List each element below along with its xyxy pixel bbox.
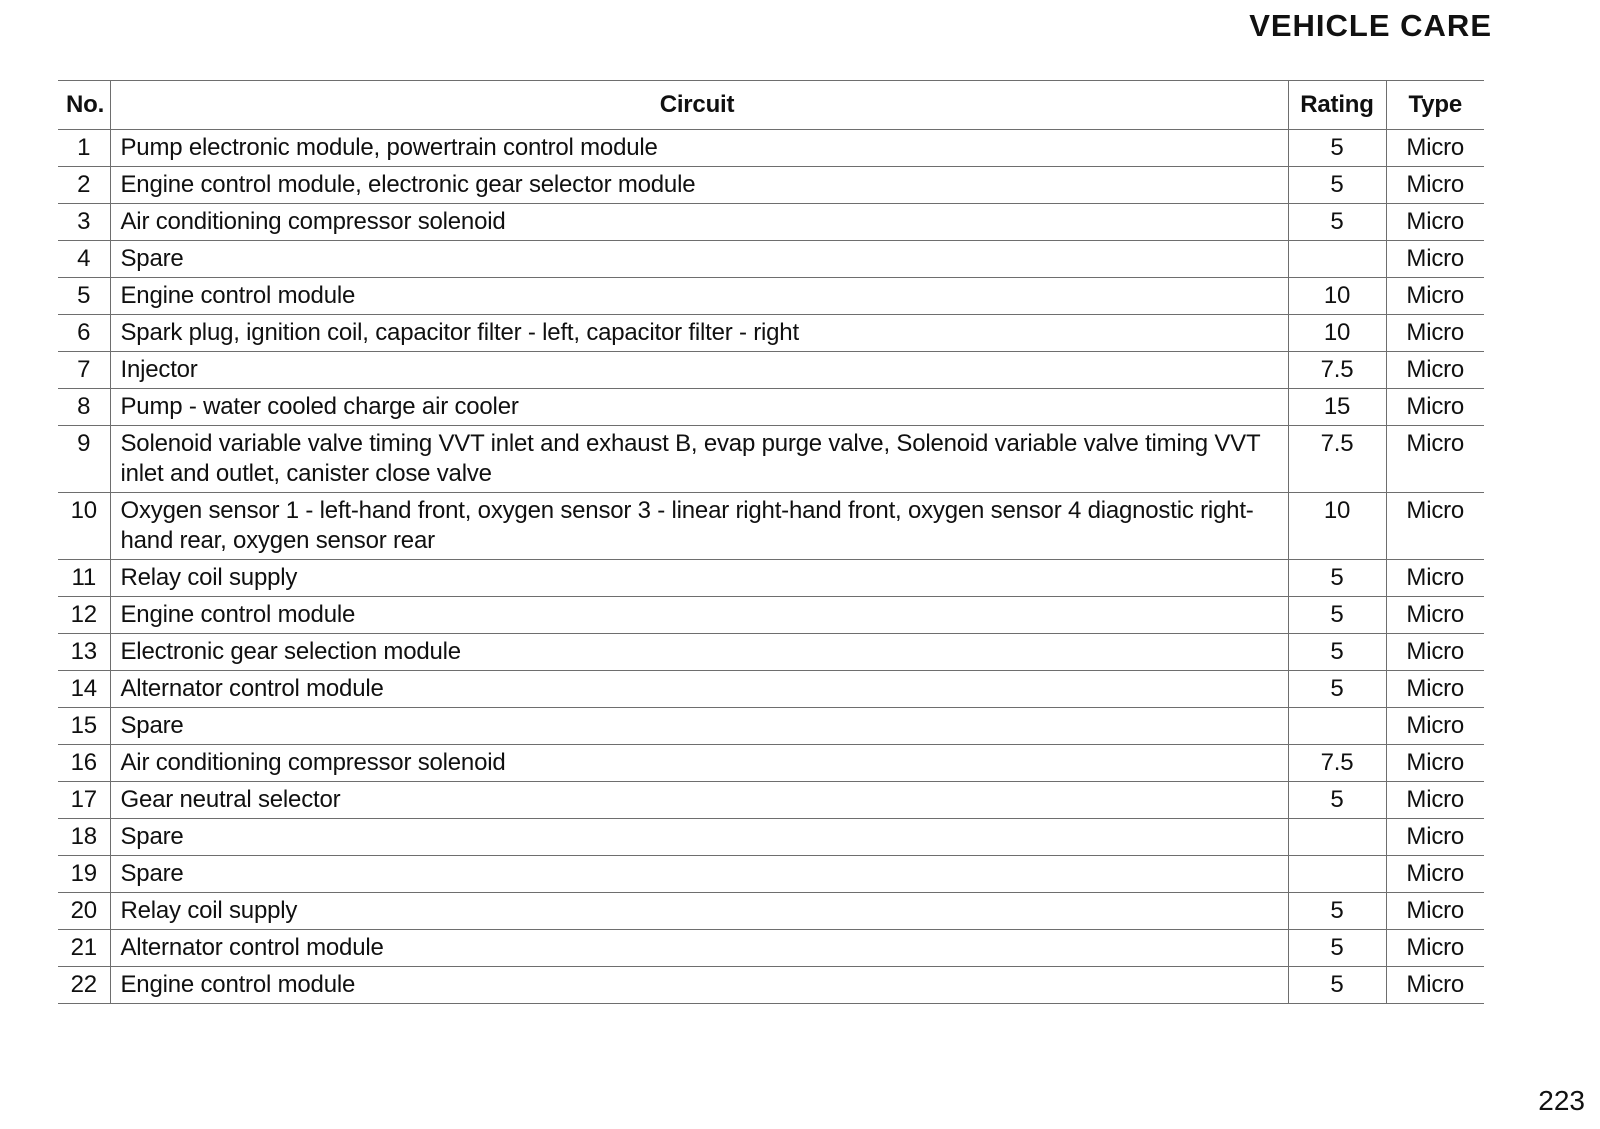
fuse-circuit-cell: Alternator control module bbox=[110, 671, 1288, 708]
fuse-circuit-cell: Relay coil supply bbox=[110, 893, 1288, 930]
fuse-circuit-cell: Air conditioning compressor solenoid bbox=[110, 745, 1288, 782]
fuse-number-cell: 16 bbox=[70, 749, 97, 776]
fuse-circuit-cell: Spare bbox=[110, 241, 1288, 278]
fuse-type-cell: Micro bbox=[1386, 167, 1484, 204]
table-row bbox=[58, 819, 1484, 856]
fuse-rating-cell: 7.5 bbox=[1288, 426, 1386, 493]
table-row bbox=[58, 352, 1484, 389]
fuse-circuit-cell: Engine control module bbox=[110, 597, 1288, 634]
fuse-number-cell: 21 bbox=[70, 934, 97, 961]
fuse-rating-cell: 5 bbox=[1288, 560, 1386, 597]
fuse-number-cell: 10 bbox=[70, 497, 97, 524]
fuse-type-cell: Micro bbox=[1386, 352, 1484, 389]
fuse-rating-cell: 5 bbox=[1288, 893, 1386, 930]
fuse-number-cell: 22 bbox=[70, 971, 97, 998]
fuse-circuit-cell: Spare bbox=[110, 819, 1288, 856]
table-row bbox=[58, 745, 1484, 782]
fuse-number-cell: 20 bbox=[70, 897, 97, 924]
fuse-type-cell: Micro bbox=[1386, 671, 1484, 708]
column-header-rating: Rating bbox=[1288, 81, 1386, 130]
table-row bbox=[58, 856, 1484, 893]
fuse-type-cell: Micro bbox=[1386, 856, 1484, 893]
fuse-rating-cell: 5 bbox=[1288, 167, 1386, 204]
fuse-type-cell: Micro bbox=[1386, 426, 1484, 493]
table-row bbox=[58, 782, 1484, 819]
fuse-type-cell: Micro bbox=[1386, 560, 1484, 597]
fuse-rating-cell: 10 bbox=[1288, 315, 1386, 352]
fuse-circuit-cell: Spare bbox=[110, 708, 1288, 745]
table-row bbox=[58, 315, 1484, 352]
column-header-circuit: Circuit bbox=[110, 81, 1288, 130]
fuse-number-cell: 11 bbox=[71, 564, 96, 591]
fuse-type-cell: Micro bbox=[1386, 241, 1484, 278]
fuse-number-cell: 1 bbox=[77, 134, 91, 161]
table-row bbox=[58, 426, 1484, 493]
table-row bbox=[58, 634, 1484, 671]
fuse-rating-cell: 15 bbox=[1288, 389, 1386, 426]
fuse-rating-cell: 5 bbox=[1288, 130, 1386, 167]
fuse-rating-cell: 10 bbox=[1288, 493, 1386, 560]
fuse-circuit-cell: Pump electronic module, powertrain control module bbox=[110, 130, 1288, 167]
page-title: VEHICLE CARE bbox=[1249, 8, 1492, 43]
fuse-type-cell: Micro bbox=[1386, 819, 1484, 856]
fuse-rating-cell bbox=[1288, 241, 1386, 278]
fuse-number-cell: 7 bbox=[77, 356, 91, 383]
fuse-circuit-cell: Spark plug, ignition coil, capacitor filter - left, capacitor filter - right bbox=[110, 315, 1288, 352]
fuse-type-cell: Micro bbox=[1386, 278, 1484, 315]
fuse-type-cell: Micro bbox=[1386, 967, 1484, 1004]
table-row bbox=[58, 597, 1484, 634]
fuse-type-cell: Micro bbox=[1386, 930, 1484, 967]
fuse-circuit-cell: Relay coil supply bbox=[110, 560, 1288, 597]
fuse-rating-cell: 5 bbox=[1288, 967, 1386, 1004]
fuse-type-cell: Micro bbox=[1386, 389, 1484, 426]
fuse-type-cell: Micro bbox=[1386, 204, 1484, 241]
fuse-type-cell: Micro bbox=[1386, 745, 1484, 782]
fuse-rating-cell: 5 bbox=[1288, 204, 1386, 241]
fuse-number-cell: 3 bbox=[77, 208, 91, 235]
table-row bbox=[58, 241, 1484, 278]
fuse-number-cell: 18 bbox=[70, 823, 97, 850]
table-row bbox=[58, 389, 1484, 426]
page-number: 223 bbox=[1538, 1085, 1585, 1116]
fuse-rating-cell: 5 bbox=[1288, 671, 1386, 708]
table-row bbox=[58, 893, 1484, 930]
fuse-circuit-cell: Alternator control module bbox=[110, 930, 1288, 967]
fuse-type-cell: Micro bbox=[1386, 782, 1484, 819]
fuse-type-cell: Micro bbox=[1386, 597, 1484, 634]
fuse-rating-cell bbox=[1288, 856, 1386, 893]
fuse-number-cell: 5 bbox=[77, 282, 91, 309]
fuse-table-body bbox=[58, 130, 1484, 1004]
fuse-number-cell: 12 bbox=[70, 601, 97, 628]
table-header-row bbox=[58, 81, 1484, 130]
fuse-table bbox=[58, 80, 1484, 1004]
fuse-number-cell: 6 bbox=[77, 319, 91, 346]
table-row bbox=[58, 130, 1484, 167]
fuse-circuit-cell: Air conditioning compressor solenoid bbox=[110, 204, 1288, 241]
fuse-rating-cell bbox=[1288, 819, 1386, 856]
fuse-circuit-cell: Engine control module bbox=[110, 967, 1288, 1004]
column-header-type: Type bbox=[1386, 81, 1484, 130]
fuse-circuit-cell: Electronic gear selection module bbox=[110, 634, 1288, 671]
fuse-rating-cell: 5 bbox=[1288, 634, 1386, 671]
column-header-no: No. bbox=[66, 91, 105, 118]
fuse-number-cell: 19 bbox=[70, 860, 97, 887]
fuse-circuit-cell: Engine control module, electronic gear selector module bbox=[110, 167, 1288, 204]
fuse-type-cell: Micro bbox=[1386, 493, 1484, 560]
table-row bbox=[58, 167, 1484, 204]
table-row bbox=[58, 671, 1484, 708]
table-row bbox=[58, 493, 1484, 560]
table-row bbox=[58, 930, 1484, 967]
fuse-circuit-cell: Injector bbox=[110, 352, 1288, 389]
fuse-type-cell: Micro bbox=[1386, 130, 1484, 167]
fuse-number-cell: 14 bbox=[70, 675, 97, 702]
table-row bbox=[58, 708, 1484, 745]
fuse-circuit-cell: Solenoid variable valve timing VVT inlet and exhaust B, evap purge valve, Solenoid variable valve timing VVT inlet and outlet, canister close valve bbox=[110, 426, 1288, 493]
table-row bbox=[58, 278, 1484, 315]
fuse-rating-cell: 5 bbox=[1288, 930, 1386, 967]
fuse-circuit-cell: Engine control module bbox=[110, 278, 1288, 315]
fuse-circuit-cell: Gear neutral selector bbox=[110, 782, 1288, 819]
fuse-rating-cell: 10 bbox=[1288, 278, 1386, 315]
fuse-number-cell: 9 bbox=[77, 430, 91, 457]
fuse-number-cell: 4 bbox=[77, 245, 91, 272]
table-row bbox=[58, 967, 1484, 1004]
fuse-circuit-cell: Oxygen sensor 1 - left-hand front, oxygen sensor 3 - linear right-hand front, oxygen sensor 4 diagnostic right-hand rear, oxygen sensor rear bbox=[110, 493, 1288, 560]
table-row bbox=[58, 560, 1484, 597]
fuse-rating-cell: 7.5 bbox=[1288, 352, 1386, 389]
fuse-circuit-cell: Pump - water cooled charge air cooler bbox=[110, 389, 1288, 426]
fuse-type-cell: Micro bbox=[1386, 315, 1484, 352]
fuse-number-cell: 17 bbox=[70, 786, 97, 813]
fuse-number-cell: 2 bbox=[77, 171, 91, 198]
fuse-number-cell: 8 bbox=[77, 393, 91, 420]
fuse-number-cell: 15 bbox=[70, 712, 97, 739]
fuse-type-cell: Micro bbox=[1386, 634, 1484, 671]
fuse-rating-cell: 7.5 bbox=[1288, 745, 1386, 782]
fuse-circuit-cell: Spare bbox=[110, 856, 1288, 893]
fuse-number-cell: 13 bbox=[70, 638, 97, 665]
table-row bbox=[58, 204, 1484, 241]
fuse-rating-cell: 5 bbox=[1288, 597, 1386, 634]
fuse-rating-cell bbox=[1288, 708, 1386, 745]
fuse-type-cell: Micro bbox=[1386, 893, 1484, 930]
fuse-rating-cell: 5 bbox=[1288, 782, 1386, 819]
fuse-type-cell: Micro bbox=[1386, 708, 1484, 745]
